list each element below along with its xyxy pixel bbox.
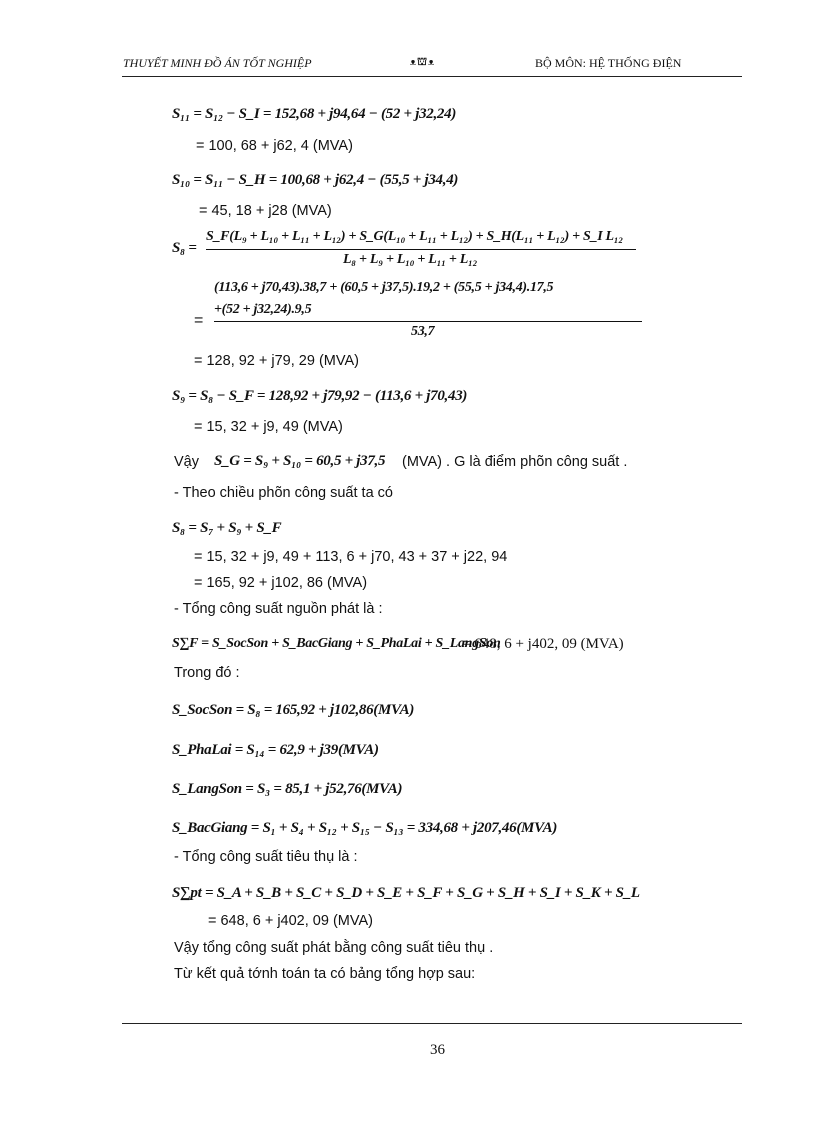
header-left-title: THUYẾT MINH ĐỒ ÁN TỐT NGHIỆP bbox=[123, 56, 312, 70]
header-right-title: BỘ MÔN: HỆ THỐNG ĐIỆN bbox=[535, 56, 682, 70]
equation-s8-numerator-values-2: +(52 + j32,24).9,5 bbox=[214, 302, 312, 317]
fraction-bar-values bbox=[214, 321, 642, 322]
equation-s8-numerator-values: (113,6 + j70,43).38,7 + (60,5 + j37,5).19,2 + (55,5 + j34,4).17,5 bbox=[214, 280, 554, 295]
equation-s8-numerator: S_F(L₉ + L₁₀ + L₁₁ + L₁₂) + S_G(L₁₀ + L₁₁ + L₁₂) + S_H(L₁₁ + L₁₂) + S_I L₁₂ bbox=[206, 229, 623, 244]
result-s8: = 128, 92 + j79, 29 (MVA) bbox=[194, 353, 359, 369]
equation-s8-lhs: S₈ = bbox=[172, 240, 197, 256]
total-consumption-text: - Tổng công suất tiêu thụ là : bbox=[174, 849, 358, 865]
page-number: 36 bbox=[430, 1042, 445, 1058]
result-total-consumption: = 648, 6 + j402, 09 (MVA) bbox=[208, 913, 373, 929]
equation-s10: S₁₀ = S₁₁ − S_H = 100,68 + j62,4 − (55,5 + j34,4) bbox=[172, 172, 459, 188]
result-s10: = 45, 18 + j28 (MVA) bbox=[199, 203, 332, 219]
total-generation-text: - Tổng công suất nguồn phát là : bbox=[174, 601, 383, 617]
equation-pha-lai: S_PhaLai = S₁₄ = 62,9 + j39(MVA) bbox=[172, 742, 379, 758]
where-label: Trong đó : bbox=[174, 665, 240, 681]
conclusion-suffix: (MVA) . G là điểm phõn công suất . bbox=[402, 454, 628, 470]
equation-lang-son: S_LangSon = S₃ = 85,1 + j52,76(MVA) bbox=[172, 781, 403, 797]
equation-total-consumption: S∑pt = S_A + S_B + S_C + S_D + S_E + S_F + S_G + S_H + S_I + S_K + S_L bbox=[172, 885, 640, 901]
equation-soc-son: S_SocSon = S₈ = 165,92 + j102,86(MVA) bbox=[172, 702, 415, 718]
sum-expansion: = 15, 32 + j9, 49 + 113, 6 + j70, 43 + 37 + j22, 94 bbox=[194, 549, 508, 565]
result-total-generation: = 648, 6 + j402, 09 (MVA) bbox=[462, 636, 624, 652]
table-intro: Từ kết quả tớnh toán ta có bảng tổng hợp sau: bbox=[174, 966, 476, 982]
equation-sg: S_G = S₉ + S₁₀ = 60,5 + j37,5 bbox=[214, 453, 386, 469]
equation-s11: S₁₁ = S₁₂ − S_I = 152,68 + j94,64 − (52 + j32,24) bbox=[172, 106, 457, 122]
balance-conclusion: Vậy tổng công suất phát bằng công suất tiêu thụ . bbox=[174, 940, 494, 956]
equation-total-generation: S∑F = S_SocSon + S_BacGiang + S_PhaLai + S_LangSon bbox=[172, 636, 501, 651]
result-s8-sum: = 165, 92 + j102, 86 (MVA) bbox=[194, 575, 368, 591]
conclusion-prefix: Vậy bbox=[174, 454, 199, 470]
header-ornament: ᴥ⛫ᴥ bbox=[410, 56, 436, 68]
equation-s8-sum: S₈ = S₇ + S₉ + S_F bbox=[172, 520, 282, 536]
footer-rule bbox=[122, 1023, 742, 1024]
equation-s8-denominator-value: 53,7 bbox=[411, 324, 435, 339]
power-flow-direction-text: - Theo chiều phõn công suất ta có bbox=[174, 485, 393, 501]
result-s9: = 15, 32 + j9, 49 (MVA) bbox=[194, 419, 343, 435]
result-s11: = 100, 68 + j62, 4 (MVA) bbox=[196, 138, 353, 154]
equation-s9: S₉ = S₈ − S_F = 128,92 + j79,92 − (113,6 + j70,43) bbox=[172, 388, 468, 404]
equation-bac-giang: S_BacGiang = S₁ + S₄ + S₁₂ + S₁₅ − S₁₃ = 334,68 + j207,46(MVA) bbox=[172, 820, 558, 836]
equals-sign: = bbox=[194, 312, 204, 329]
header-rule bbox=[122, 76, 742, 77]
equation-s8-denominator: L₈ + L₉ + L₁₀ + L₁₁ + L₁₂ bbox=[343, 252, 478, 267]
fraction-bar-s8 bbox=[206, 249, 636, 250]
